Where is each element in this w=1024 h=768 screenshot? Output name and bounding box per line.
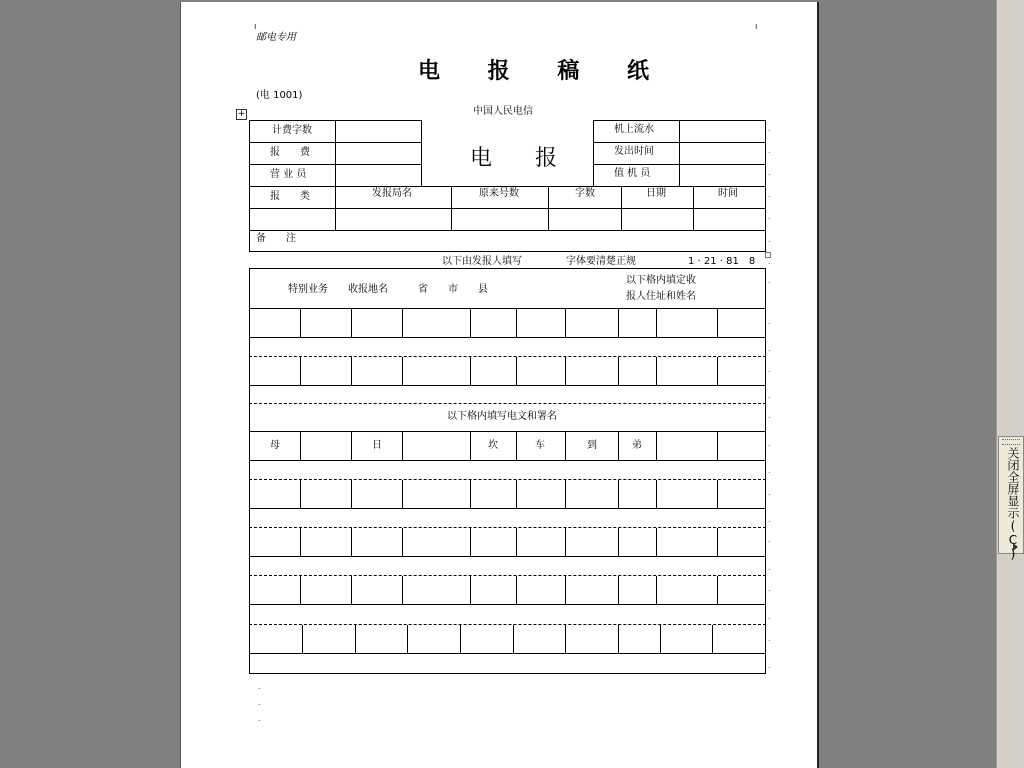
grid-divider — [656, 357, 657, 385]
grid-divider — [407, 625, 408, 653]
field-send-time: 发出时间 — [614, 146, 654, 157]
grid-divider — [618, 432, 619, 460]
grid-divider — [618, 528, 619, 556]
grid-divider — [470, 357, 471, 385]
grid-divider — [516, 528, 517, 556]
paragraph-mark: . — [258, 682, 261, 691]
grid-divider — [516, 480, 517, 508]
grid-divider — [565, 432, 566, 460]
example-char-2: 日 — [372, 440, 382, 451]
paragraph-mark: . — [768, 124, 771, 133]
paragraph-mark: . — [768, 515, 771, 524]
paragraph-mark: . — [768, 168, 771, 177]
grid-divider — [717, 576, 718, 604]
paragraph-mark: . — [768, 276, 771, 285]
grid-divider — [565, 576, 566, 604]
col-word-count: 字数 — [575, 188, 595, 199]
address-instruction-1: 以下格内填定收 — [626, 275, 696, 286]
paragraph-mark: . — [768, 612, 771, 621]
telegram-big-label: 电 报 — [470, 146, 575, 171]
grid-divider — [351, 309, 352, 337]
col-original-number: 原来号数 — [479, 188, 519, 199]
grid-divider — [656, 432, 657, 460]
example-char-3: 坎 — [488, 440, 498, 451]
grid-divider — [516, 576, 517, 604]
grid-divider — [300, 432, 301, 460]
field-clerk: 营 业 员 — [270, 169, 307, 180]
grid-divider — [402, 357, 403, 385]
grid-divider — [351, 480, 352, 508]
grid-divider — [656, 309, 657, 337]
vertical-scrollbar[interactable] — [996, 0, 1024, 768]
paragraph-mark: . — [768, 661, 771, 670]
page-corner-mark-right: ı — [755, 22, 758, 32]
paragraph-mark: . — [768, 535, 771, 544]
paragraph-mark: . — [768, 317, 771, 326]
table-move-handle-icon[interactable]: + — [237, 109, 246, 119]
field-billing-words: 计费字数 — [272, 125, 312, 136]
field-remark: 备 注 — [256, 233, 296, 244]
address-instruction-2: 报人住址和姓名 — [626, 291, 696, 302]
instruction-sender: 以下由发报人填写 — [442, 256, 522, 267]
grid-divider — [300, 528, 301, 556]
page-corner-mark-left: ı — [254, 22, 257, 32]
grid-divider — [717, 357, 718, 385]
grid-divider — [565, 625, 566, 653]
grid-divider — [351, 528, 352, 556]
paragraph-mark: . — [768, 365, 771, 374]
grid-divider — [302, 625, 303, 653]
grid-divider — [516, 309, 517, 337]
paragraph-mark: . — [768, 190, 771, 199]
grid-divider — [660, 625, 661, 653]
close-fullscreen-label: 关闭全屏显示(C) — [1006, 447, 1020, 561]
grid-divider — [618, 625, 619, 653]
grid-divider — [402, 480, 403, 508]
paragraph-mark: . — [258, 698, 261, 707]
grid-divider — [717, 432, 718, 460]
grid-divider — [300, 357, 301, 385]
grid-divider — [717, 309, 718, 337]
grid-divider — [565, 357, 566, 385]
form-code: (电 1001) — [256, 90, 303, 101]
field-serial: 机上流水 — [614, 124, 654, 135]
grid-divider — [351, 357, 352, 385]
grid-divider — [300, 309, 301, 337]
grid-divider — [717, 528, 718, 556]
paragraph-mark: . — [768, 439, 771, 448]
grid-divider — [355, 625, 356, 653]
toolbar-options-arrow-icon[interactable] — [1013, 543, 1018, 551]
grid-divider — [565, 309, 566, 337]
grid-divider — [460, 625, 461, 653]
grid-divider — [300, 576, 301, 604]
grid-divider — [300, 480, 301, 508]
grid-divider — [351, 576, 352, 604]
paragraph-mark: . — [768, 344, 771, 353]
grid-divider — [618, 576, 619, 604]
grid-divider — [470, 432, 471, 460]
grid-divider — [565, 480, 566, 508]
toolbar-grip-icon — [1002, 439, 1020, 445]
grid-divider — [351, 432, 352, 460]
paragraph-mark: . — [768, 257, 771, 266]
form-title: 电 报 稿 纸 — [418, 59, 669, 84]
paragraph-mark: . — [768, 212, 771, 221]
grid-divider — [402, 309, 403, 337]
grid-divider — [565, 528, 566, 556]
header-left-text: 邮电专用 — [256, 32, 296, 43]
paragraph-mark: . — [768, 563, 771, 572]
grid-divider — [402, 576, 403, 604]
page-shadow — [817, 2, 819, 768]
col-origin-office: 发报局名 — [372, 188, 412, 199]
col-time: 时间 — [718, 188, 738, 199]
message-instruction: 以下格内填写电文和署名 — [447, 411, 557, 422]
col-date: 日期 — [646, 188, 666, 199]
instruction-handwriting: 字体要清楚正规 — [566, 256, 636, 267]
grid-divider — [516, 357, 517, 385]
example-char-6: 弟 — [632, 440, 642, 451]
grid-divider — [618, 309, 619, 337]
form-number: 1 · 21 · 81 8 — [688, 256, 756, 267]
paragraph-mark: . — [768, 235, 771, 244]
paragraph-mark: . — [768, 466, 771, 475]
grid-divider — [717, 480, 718, 508]
carrier-name: 中国人民电信 — [473, 106, 533, 117]
grid-divider — [470, 528, 471, 556]
grid-divider — [470, 576, 471, 604]
paragraph-mark: . — [768, 411, 771, 420]
grid-divider — [513, 625, 514, 653]
grid-divider — [656, 576, 657, 604]
grid-divider — [656, 480, 657, 508]
field-fee: 报 费 — [270, 147, 310, 158]
grid-divider — [618, 480, 619, 508]
message-table — [249, 268, 766, 674]
example-char-4: 车 — [535, 440, 545, 451]
field-operator: 值 机 员 — [614, 168, 651, 179]
paragraph-mark: . — [768, 584, 771, 593]
grid-divider — [516, 432, 517, 460]
paragraph-mark: . — [768, 146, 771, 155]
example-char-5: 到 — [587, 440, 597, 451]
close-fullscreen-button[interactable] — [998, 436, 1024, 561]
grid-divider — [712, 625, 713, 653]
paragraph-mark: . — [768, 391, 771, 400]
field-telegram-type: 报 类 — [270, 191, 310, 202]
address-labels: 特别业务 收报地名 省 市 县 — [288, 284, 488, 295]
grid-divider — [470, 480, 471, 508]
example-char-1: 母 — [270, 440, 280, 451]
paragraph-mark: . — [768, 634, 771, 643]
grid-divider — [618, 357, 619, 385]
paragraph-mark: . — [768, 488, 771, 497]
grid-divider — [656, 528, 657, 556]
grid-divider — [402, 528, 403, 556]
paragraph-mark: . — [258, 714, 261, 723]
grid-divider — [470, 309, 471, 337]
grid-divider — [402, 432, 403, 460]
